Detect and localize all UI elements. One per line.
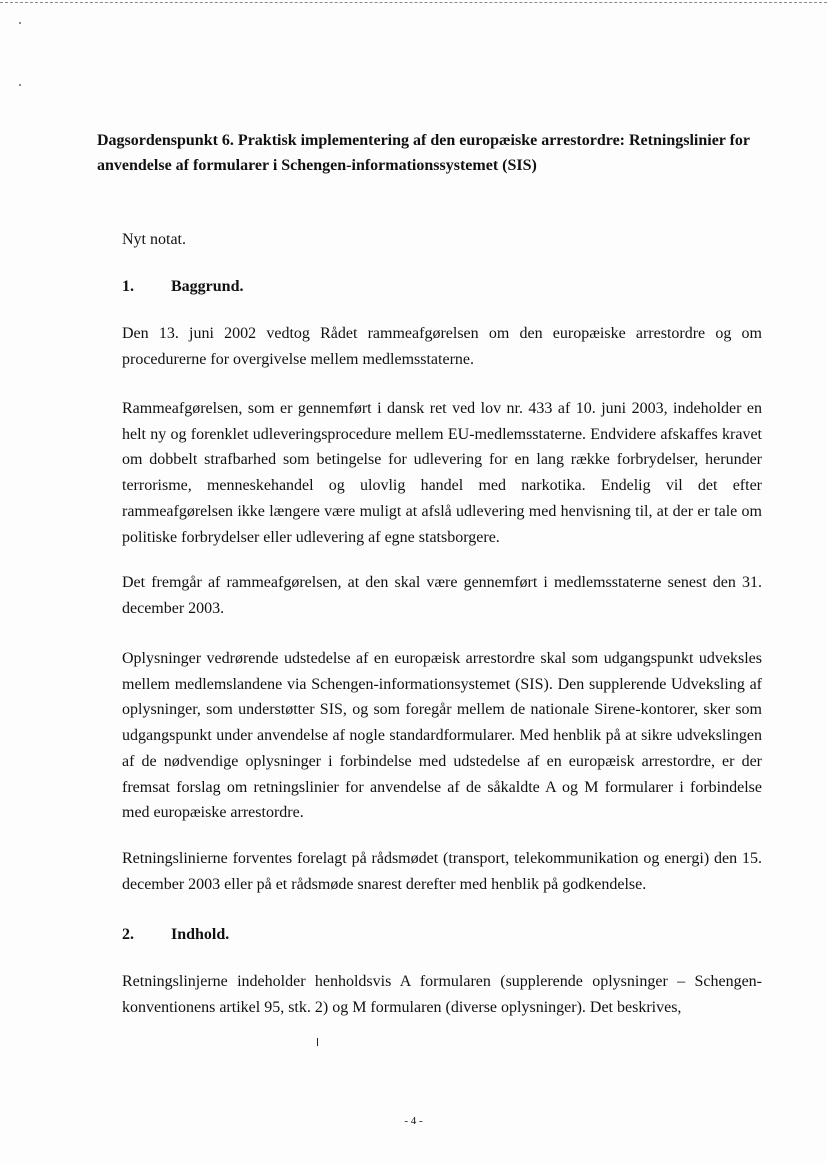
section-title: Indhold.: [171, 926, 230, 943]
agenda-heading: Dagsordenspunkt 6. Praktisk implementering af den europæiske arrestordre: Retningslinier for anvendelse af formularer i Schengen-informationssystemet (SIS): [97, 132, 750, 174]
section-number: 1.: [122, 278, 134, 295]
scan-mark: [317, 1038, 318, 1046]
paragraph: Retningslinierne forventes forelagt på rådsmødet (transport, telekommunikation og energi) den 15. december 2003 eller på et rådsmøde snarest derefter med henblik på godkendelse.: [122, 850, 762, 893]
paragraph: Den 13. juni 2002 vedtog Rådet rammeafgørelsen om den europæiske arrestordre og om procedurerne for overgivelse mellem medlemsstaterne.: [122, 325, 762, 368]
section-number: 2.: [122, 926, 134, 943]
scan-top-edge: [0, 2, 827, 3]
note-text: Nyt notat.: [122, 231, 186, 248]
paragraph: Det fremgår af rammeafgørelsen, at den skal være gennemført i medlemsstaterne senest den 31. december 2003.: [122, 574, 762, 617]
page-number: - 4 -: [404, 1115, 423, 1127]
section-heading-background: [122, 276, 243, 298]
scan-speck: [19, 22, 21, 24]
paragraph: Rammeafgørelsen, som er gennemført i dansk ret ved lov nr. 433 af 10. juni 2003, indeholder en helt ny og forenklet udleveringsprocedure mellem EU-medlemsstaterne. Endvidere afskaffes kravet om dobbelt strafbarhed som betingelse for udlevering for en lang række forbrydelser, herunder terrorisme, menneskehandel og ulovlig handel med narkotika. Endelig vil det efter rammeafgørelsen ikke længere være muligt at afslå udlevering med henvisning til, at der er tale om politiske forbrydelser eller udlevering af egne statsborgere.: [122, 400, 762, 546]
scan-speck: [19, 84, 21, 86]
paragraph: Oplysninger vedrørende udstedelse af en europæisk arrestordre skal som udgangspunkt udveksles mellem medlemslandene via Schengen-informationsystemet (SIS). Den supplerende Udveksling af oplysninger, som understøtter SIS, og som foregår mellem de nationale Sirene-kontorer, sker som udgangspunkt under anvendelse af nogle standardformularer. Med henblik på at sikre udvekslingen af de nødvendige oplysninger i forbindelse med udstedelse af en europæisk arrestordre, er der fremsat forslag om retningslinier for anvendelse af de såkaldte A og M formularer i forbindelse med europæiske arrestordre.: [122, 650, 762, 822]
paragraph: Retningslinjerne indeholder henholdsvis A formularen (supplerende oplysninger – Schengen-konventionens artikel 95, stk. 2) og M formularen (diverse oplysninger). Det beskrives,: [122, 973, 762, 1016]
section-heading-content: [122, 924, 229, 946]
section-title: Baggrund.: [171, 278, 244, 295]
